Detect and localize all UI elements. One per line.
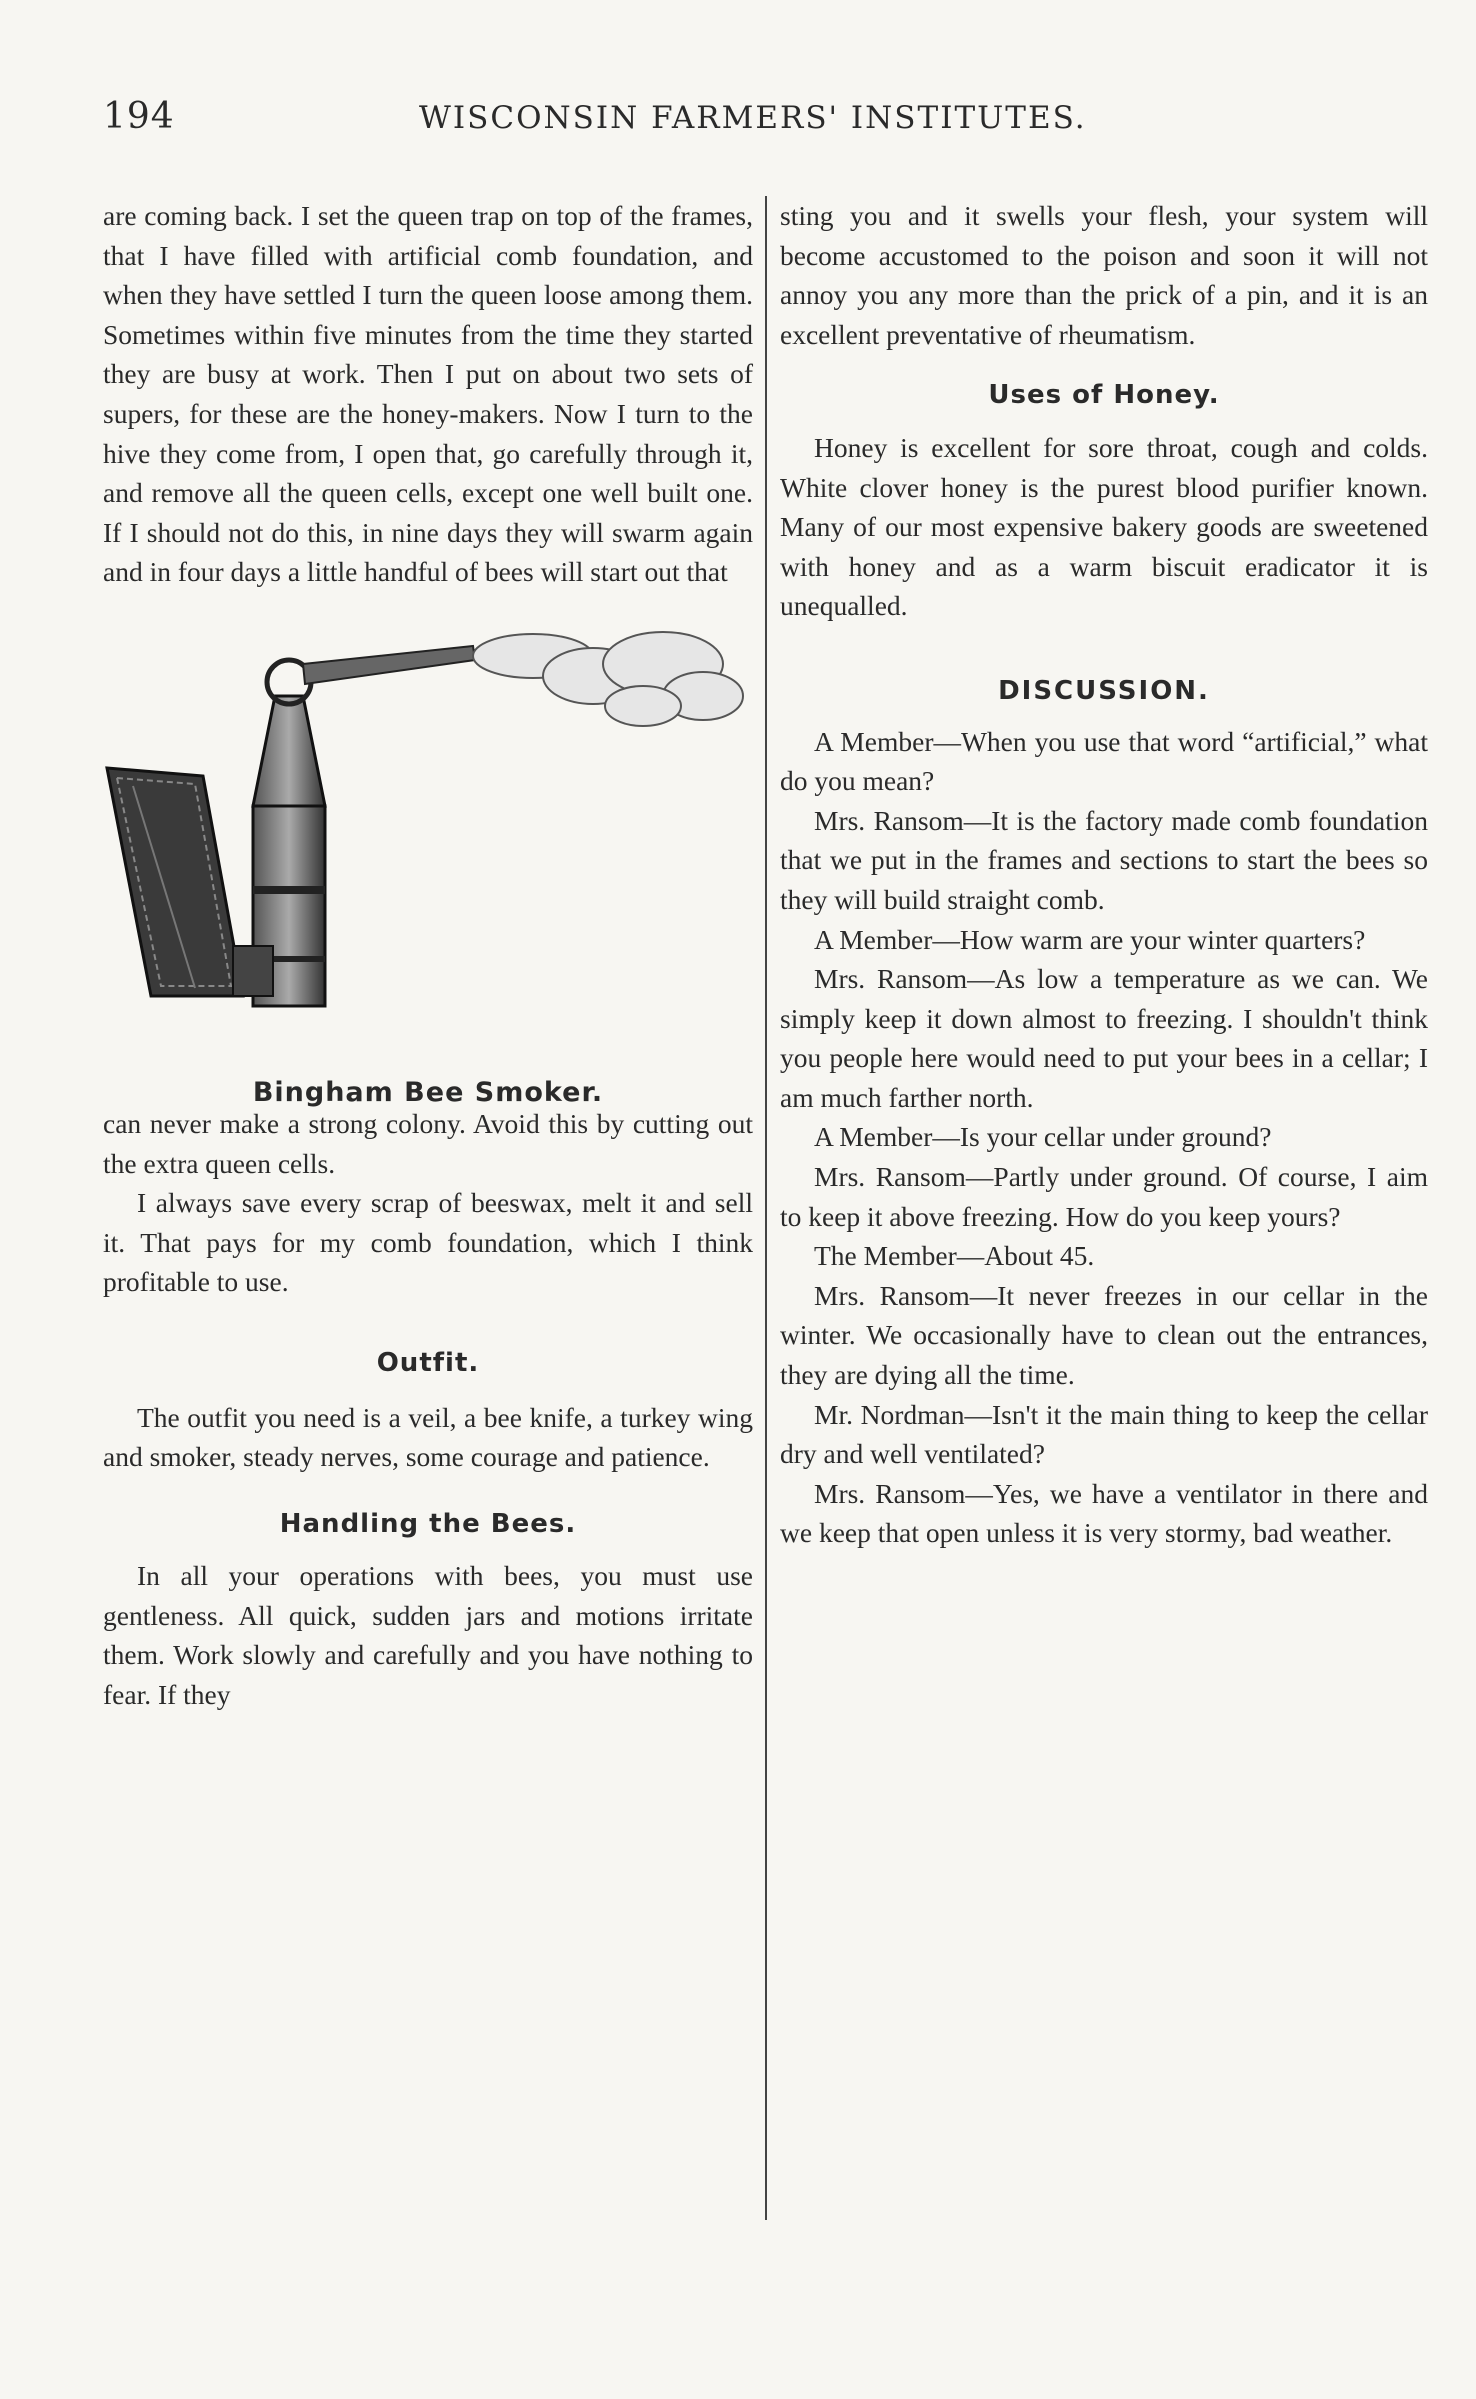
paragraph: The outfit you need is a veil, a bee knife, a turkey wing and smoker, steady nerves, some courage and patience.	[103, 1401, 753, 1473]
bee-smoker-illustration	[103, 616, 753, 1056]
bee-smoker-figure	[103, 616, 753, 1108]
discussion-heading: DISCUSSION.	[998, 675, 1210, 706]
page-header	[103, 96, 1433, 156]
discussion-line: Mrs. Ransom—It is the factory made comb foundation that we put in the frames and sections to start the bees so they will build straight comb.	[780, 804, 1428, 915]
running-title: WISCONSIN FARMERS' INSTITUTES.	[419, 100, 1087, 136]
figure-caption: Bingham Bee Smoker.	[252, 1076, 604, 1108]
discussion-line: Mrs. Ransom—As low a temperature as we can. We simply keep it down almost to freezing. I shouldn't think you people here would need to put your bees in a cellar; I am much farther north.	[780, 963, 1428, 1113]
paragraph: I always save every scrap of beeswax, melt it and sell it. That pays for my comb foundation, which I think profitable to use.	[103, 1187, 753, 1298]
left-column	[103, 196, 753, 1715]
discussion-line: The Member—About 45.	[814, 1240, 1095, 1272]
paragraph: Honey is excellent for sore throat, cough and colds. White clover honey is the purest blood purifier known. Many of our most expensive bakery goods are sweetened with honey and as a warm biscuit eradicator it is unequalled.	[780, 431, 1428, 622]
paragraph: are coming back. I set the queen trap on top of the frames, that I have filled with artificial comb foundation, and when they have settled I turn the queen loose among them. Sometimes within five minutes from the time they started they are busy at work. Then I put on about two sets of supers, for these are the honey-makers. Now I turn to the hive they come from, I open that, go carefully through it, and remove all the queen cells, except one well built one. If I should not do this, in nine days they will swarm again and in four days a little handful of bees will start out that	[103, 200, 753, 588]
discussion-line: Mrs. Ransom—Yes, we have a ventilator in there and we keep that open unless it is very stormy, bad weather.	[780, 1477, 1428, 1549]
discussion-line: Mrs. Ransom—It never freezes in our cellar in the winter. We occasionally have to clean out the entrances, they are dying all the time.	[780, 1279, 1428, 1391]
page-number: 194	[103, 96, 175, 137]
uses-heading: Uses of Honey.	[988, 380, 1220, 411]
discussion-line: A Member—How warm are your winter quarters?	[814, 923, 1366, 955]
discussion-line: Mrs. Ransom—Partly under ground. Of course, I aim to keep it above freezing. How do you keep yours?	[780, 1161, 1428, 1232]
discussion-line: A Member—Is your cellar under ground?	[814, 1121, 1272, 1153]
column-divider	[765, 196, 767, 2220]
paragraph: can never make a strong colony. Avoid this by cutting out the extra queen cells.	[103, 1107, 753, 1179]
paragraph: In all your operations with bees, you must use gentleness. All quick, sudden jars and motions irritate them. Work slowly and carefully and you have nothing to fear. If they	[103, 1560, 753, 1711]
right-column	[780, 196, 1428, 1553]
handling-heading: Handling the Bees.	[279, 1508, 577, 1539]
outfit-heading: Outfit.	[376, 1347, 480, 1378]
discussion-line: A Member—When you use that word “artificial,” what do you mean?	[780, 725, 1428, 797]
discussion-line: Mr. Nordman—Isn't it the main thing to keep the cellar dry and well ventilated?	[780, 1398, 1428, 1470]
paragraph: sting you and it swells your flesh, your system will become accustomed to the poison and soon it will not annoy you any more than the prick of a pin, and it is an excellent preventative of rheumatism.	[780, 200, 1428, 350]
